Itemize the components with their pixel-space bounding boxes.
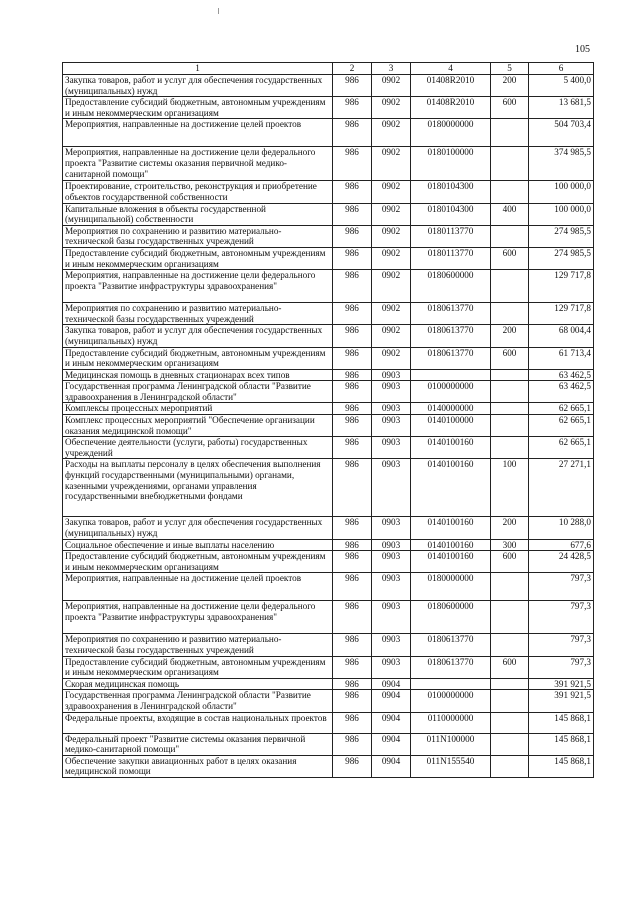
row-name: Закупка товаров, работ и услуг для обеспечения государственных (муниципальных) нужд [63,75,333,97]
row-csr: 0180100000 [411,147,491,181]
row-section: 0903 [372,437,411,459]
page-number: 105 [575,44,590,55]
row-vr [491,270,529,303]
row-name: Предоставление субсидий бюджетным, автономным учреждениям и иным некоммерческим организациям [63,247,333,269]
row-section: 0903 [372,403,411,415]
row-grbs: 986 [333,678,372,690]
row-name: Федеральный проект "Развитие системы оказания первичной медико-санитарной помощи" [63,733,333,755]
row-vr [491,755,529,777]
row-csr: 0140100160 [411,551,491,573]
header-cell: 3 [372,63,411,75]
row-csr: 0180600000 [411,270,491,303]
row-section: 0902 [372,247,411,269]
row-csr: 0110000000 [411,712,491,733]
row-grbs: 986 [333,601,372,634]
row-name: Обеспечение закупки авиационных работ в целях оказания медицинской помощи [63,755,333,777]
row-grbs: 986 [333,225,372,247]
row-name: Мероприятия, направленные на достижение целей проектов [63,119,333,147]
header-cell: 1 [63,63,333,75]
table-row [63,573,594,601]
table-row [63,517,594,539]
row-name: Мероприятия по сохранению и развитию материально-технической базы государственных учреждений [63,303,333,325]
row-csr: 0180000000 [411,119,491,147]
table-row [63,601,594,634]
table-row [63,203,594,225]
row-name: Мероприятия, направленные на достижение цели федерального проекта "Развитие инфраструктуры здравоохранения" [63,601,333,634]
row-sum: 374 985,5 [529,147,594,181]
row-name: Комплексы процессных мероприятий [63,403,333,415]
row-csr [411,678,491,690]
row-csr: 0100000000 [411,690,491,712]
row-vr: 600 [491,97,529,119]
row-vr: 100 [491,459,529,517]
row-grbs: 986 [333,551,372,573]
table-row [63,656,594,678]
row-vr: 600 [491,247,529,269]
row-sum: 100 000,0 [529,181,594,203]
row-csr: 0180613770 [411,656,491,678]
row-vr: 200 [491,75,529,97]
row-vr: 600 [491,347,529,369]
row-section: 0902 [372,225,411,247]
row-section: 0902 [372,119,411,147]
row-section: 0904 [372,733,411,755]
table-row [63,712,594,733]
table-row [63,347,594,369]
row-section: 0902 [372,347,411,369]
row-grbs: 986 [333,712,372,733]
row-sum: 797,3 [529,601,594,634]
row-grbs: 986 [333,97,372,119]
row-grbs: 986 [333,325,372,347]
row-name: Закупка товаров, работ и услуг для обеспечения государственных (муниципальных) нужд [63,325,333,347]
row-section: 0904 [372,690,411,712]
row-grbs: 986 [333,573,372,601]
header-cell: 2 [333,63,372,75]
row-csr: 0140100160 [411,517,491,539]
row-vr [491,403,529,415]
row-name: Закупка товаров, работ и услуг для обеспечения государственных (муниципальных) нужд [63,517,333,539]
row-vr [491,181,529,203]
row-section: 0903 [372,551,411,573]
row-name: Государственная программа Ленинградской области "Развитие здравоохранения в Ленинградской области" [63,690,333,712]
row-name: Скорая медицинская помощь [63,678,333,690]
row-sum: 27 271,1 [529,459,594,517]
row-sum: 274 985,5 [529,247,594,269]
table-row [63,634,594,656]
row-vr [491,437,529,459]
row-sum: 129 717,8 [529,303,594,325]
row-sum: 274 985,5 [529,225,594,247]
row-sum: 63 462,5 [529,369,594,381]
row-grbs: 986 [333,437,372,459]
row-grbs: 986 [333,403,372,415]
row-vr [491,573,529,601]
row-csr: 0180600000 [411,601,491,634]
row-sum: 13 681,5 [529,97,594,119]
row-section: 0903 [372,517,411,539]
row-grbs: 986 [333,517,372,539]
row-grbs: 986 [333,369,372,381]
row-csr: 0140000000 [411,403,491,415]
scan-mark [218,8,219,14]
table-row [63,270,594,303]
row-vr [491,119,529,147]
row-section: 0902 [372,97,411,119]
row-vr: 600 [491,551,529,573]
row-section: 0903 [372,415,411,437]
row-csr: 0140100160 [411,459,491,517]
row-grbs: 986 [333,381,372,403]
row-name: Комплекс процессных мероприятий "Обеспечение организации оказания медицинской помощи" [63,415,333,437]
row-section: 0903 [372,573,411,601]
row-sum: 24 428,5 [529,551,594,573]
row-vr: 300 [491,539,529,551]
row-sum: 145 868,1 [529,733,594,755]
row-name: Социальное обеспечение и иные выплаты населению [63,539,333,551]
row-name: Мероприятия, направленные на достижение целей проектов [63,573,333,601]
row-sum: 797,3 [529,573,594,601]
row-grbs: 986 [333,656,372,678]
row-csr: 0180104300 [411,203,491,225]
row-sum: 62 665,1 [529,437,594,459]
header-cell: 4 [411,63,491,75]
header-cell: 5 [491,63,529,75]
row-grbs: 986 [333,539,372,551]
row-grbs: 986 [333,634,372,656]
row-vr [491,415,529,437]
row-section: 0903 [372,539,411,551]
row-section: 0902 [372,303,411,325]
row-section: 0904 [372,755,411,777]
row-grbs: 986 [333,459,372,517]
row-csr: 0180113770 [411,247,491,269]
row-section: 0902 [372,270,411,303]
row-vr [491,147,529,181]
row-vr [491,712,529,733]
row-sum: 797,3 [529,656,594,678]
row-section: 0904 [372,712,411,733]
row-vr: 400 [491,203,529,225]
row-name: Федеральные проекты, входящие в состав национальных проектов [63,712,333,733]
row-csr: 0180613770 [411,347,491,369]
row-vr [491,678,529,690]
row-vr: 600 [491,656,529,678]
row-csr: 01408R2010 [411,97,491,119]
row-name: Расходы на выплаты персоналу в целях обеспечения выполнения функций государственными (муниципальными) органами, казенными учреждениями, органами управления государственными внебюджетными фондами [63,459,333,517]
table-row [63,225,594,247]
table-row [63,119,594,147]
row-vr [491,601,529,634]
table-row [63,97,594,119]
row-name: Предоставление субсидий бюджетным, автономным учреждениям и иным некоммерческим организациям [63,656,333,678]
row-sum: 797,3 [529,634,594,656]
row-grbs: 986 [333,203,372,225]
row-section: 0902 [372,147,411,181]
row-name: Государственная программа Ленинградской области "Развитие здравоохранения в Ленинградской области" [63,381,333,403]
row-section: 0902 [372,181,411,203]
row-grbs: 986 [333,247,372,269]
table-row [63,539,594,551]
row-section: 0903 [372,369,411,381]
table-row [63,415,594,437]
row-csr: 0180113770 [411,225,491,247]
row-grbs: 986 [333,733,372,755]
row-section: 0902 [372,325,411,347]
table-row [63,678,594,690]
row-vr [491,225,529,247]
row-csr [411,369,491,381]
row-grbs: 986 [333,303,372,325]
table-row [63,75,594,97]
row-name: Предоставление субсидий бюджетным, автономным учреждениям и иным некоммерческим организациям [63,97,333,119]
row-csr: 01408R2010 [411,75,491,97]
row-name: Мероприятия, направленные на достижение цели федерального проекта "Развитие системы оказания первичной медико-санитарной помощи" [63,147,333,181]
row-sum: 145 868,1 [529,712,594,733]
row-name: Предоставление субсидий бюджетным, автономным учреждениям и иным некоммерческим организациям [63,551,333,573]
row-name: Медицинская помощь в дневных стационарах всех типов [63,369,333,381]
row-csr: 0180613770 [411,634,491,656]
table-row [63,690,594,712]
row-grbs: 986 [333,690,372,712]
row-grbs: 986 [333,270,372,303]
row-vr: 200 [491,517,529,539]
row-sum: 677,6 [529,539,594,551]
row-section: 0903 [372,656,411,678]
row-name: Капитальные вложения в объекты государственной (муниципальной) собственности [63,203,333,225]
row-sum: 504 703,4 [529,119,594,147]
row-vr [491,733,529,755]
row-name: Обеспечение деятельности (услуги, работы) государственных учреждений [63,437,333,459]
row-sum: 100 000,0 [529,203,594,225]
budget-table [62,62,594,778]
row-csr: 0180613770 [411,303,491,325]
table-row [63,325,594,347]
row-csr: 0140100160 [411,437,491,459]
table-row [63,381,594,403]
row-grbs: 986 [333,119,372,147]
table-row [63,369,594,381]
row-grbs: 986 [333,147,372,181]
row-name: Проектирование, строительство, реконструкция и приобретение объектов государственной собственности [63,181,333,203]
table-row [63,437,594,459]
row-name: Предоставление субсидий бюджетным, автономным учреждениям и иным некоммерческим организациям [63,347,333,369]
row-sum: 61 713,4 [529,347,594,369]
row-sum: 68 004,4 [529,325,594,347]
row-csr: 0180104300 [411,181,491,203]
table-row [63,755,594,777]
row-sum: 391 921,5 [529,678,594,690]
row-csr: 0180613770 [411,325,491,347]
row-csr: 011N100000 [411,733,491,755]
table-row [63,459,594,517]
row-vr: 200 [491,325,529,347]
row-sum: 10 288,0 [529,517,594,539]
row-vr [491,369,529,381]
row-csr: 0180000000 [411,573,491,601]
row-grbs: 986 [333,75,372,97]
row-section: 0902 [372,75,411,97]
row-vr [491,690,529,712]
row-section: 0903 [372,381,411,403]
header-row [63,63,594,75]
row-sum: 62 665,1 [529,403,594,415]
row-vr [491,634,529,656]
row-section: 0903 [372,634,411,656]
row-grbs: 986 [333,181,372,203]
table-row [63,147,594,181]
row-section: 0903 [372,459,411,517]
row-grbs: 986 [333,347,372,369]
row-section: 0902 [372,203,411,225]
row-section: 0904 [372,678,411,690]
table-row [63,247,594,269]
row-sum: 62 665,1 [529,415,594,437]
row-sum: 63 462,5 [529,381,594,403]
table-row [63,403,594,415]
table-row [63,181,594,203]
row-grbs: 986 [333,755,372,777]
row-sum: 391 921,5 [529,690,594,712]
row-csr: 011N155540 [411,755,491,777]
row-sum: 129 717,8 [529,270,594,303]
row-name: Мероприятия по сохранению и развитию материально-технической базы государственных учреждений [63,225,333,247]
row-sum: 5 400,0 [529,75,594,97]
row-section: 0903 [372,601,411,634]
table-row [63,551,594,573]
row-sum: 145 868,1 [529,755,594,777]
row-vr [491,381,529,403]
row-name: Мероприятия, направленные на достижение цели федерального проекта "Развитие инфраструктуры здравоохранения" [63,270,333,303]
row-grbs: 986 [333,415,372,437]
row-name: Мероприятия по сохранению и развитию материально-технической базы государственных учреждений [63,634,333,656]
table-row [63,733,594,755]
row-csr: 0140100160 [411,539,491,551]
row-vr [491,303,529,325]
table-row [63,303,594,325]
row-csr: 0140100000 [411,415,491,437]
row-csr: 0100000000 [411,381,491,403]
header-cell: 6 [529,63,594,75]
